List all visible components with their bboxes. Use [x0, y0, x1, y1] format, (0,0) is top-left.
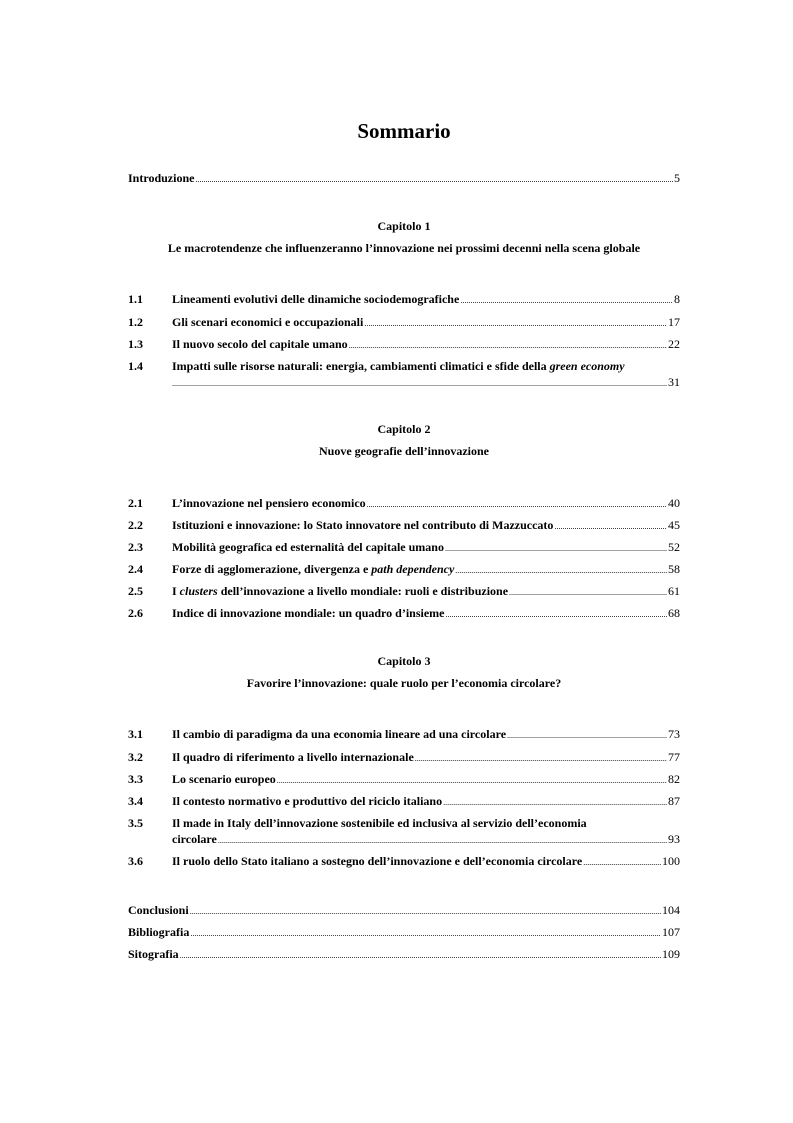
section-number: 1.2 — [128, 315, 143, 329]
entry-page: 40 — [668, 496, 680, 510]
entry-page: 73 — [668, 727, 680, 741]
dot-leader — [415, 751, 667, 767]
toc-entry[interactable] — [128, 583, 680, 601]
entry-title: Il quadro di riferimento a livello internazionale — [172, 750, 414, 764]
section-number: 1.1 — [128, 292, 143, 306]
section-number: 1.3 — [128, 337, 143, 351]
entry-page: 22 — [668, 337, 680, 351]
section-number: 2.3 — [128, 540, 143, 554]
entry-title: Bibliografia — [128, 925, 190, 939]
toc-entry[interactable] — [128, 314, 680, 332]
dot-leader — [460, 293, 673, 309]
section-number: 3.3 — [128, 772, 143, 786]
toc-entry[interactable] — [128, 605, 680, 623]
dot-leader — [180, 948, 661, 964]
section-number: 3.1 — [128, 727, 143, 741]
toc-entry-first-line[interactable] — [128, 358, 680, 374]
chapter-heading: Capitolo 3 — [377, 654, 431, 668]
chapter-heading: Capitolo 1 — [377, 219, 431, 233]
entry-title: Il nuovo secolo del capitale umano — [172, 337, 348, 351]
toc-entry-sitografia[interactable] — [128, 946, 680, 964]
toc-entry[interactable] — [128, 771, 680, 789]
entry-page: 52 — [668, 540, 680, 554]
entry-title: Lo scenario europeo — [172, 772, 276, 786]
entry-title: Gli scenari economici e occupazionali — [172, 315, 364, 329]
entry-title-continued: circolare — [172, 832, 217, 846]
entry-page: 77 — [668, 750, 680, 764]
toc-entry-conclusioni[interactable] — [128, 902, 680, 920]
section-number: 3.2 — [128, 750, 143, 764]
section-number: 1.4 — [128, 359, 143, 373]
entry-page: 8 — [674, 292, 680, 306]
entry-page: 109 — [662, 947, 680, 961]
entry-title: Il ruolo dello Stato italiano a sostegno dell’innovazione e dell’economia circolare — [172, 854, 583, 868]
entry-title: Sitografia — [128, 947, 179, 961]
entry-page: 87 — [668, 794, 680, 808]
dot-leader — [583, 855, 661, 871]
entry-title: Forze di agglomerazione, divergenza e path dependency — [172, 562, 455, 576]
dot-leader — [455, 563, 667, 579]
entry-title: Il contesto normativo e produttivo del riciclo italiano — [172, 794, 443, 808]
section-number: 2.1 — [128, 496, 143, 510]
dot-leader — [277, 773, 667, 789]
entry-page: 17 — [668, 315, 680, 329]
dot-leader — [190, 926, 661, 942]
chapter-subtitle: Favorire l’innovazione: quale ruolo per l’economia circolare? — [246, 676, 562, 690]
section-number: 3.4 — [128, 794, 143, 808]
toc-entry[interactable] — [128, 793, 680, 811]
entry-page: 61 — [668, 584, 680, 598]
toc-entry-second-line[interactable] — [172, 374, 680, 392]
section-number: 3.6 — [128, 854, 143, 868]
toc-entry[interactable] — [128, 726, 680, 744]
chapter-subtitle: Nuove geografie dell’innovazione — [319, 444, 489, 458]
entry-page: 31 — [668, 375, 680, 389]
chapter-heading: Capitolo 2 — [377, 422, 431, 436]
entry-page: 100 — [662, 854, 680, 868]
dot-leader — [554, 519, 667, 535]
section-number: 2.6 — [128, 606, 143, 620]
section-number: 2.5 — [128, 584, 143, 598]
dot-leader — [367, 497, 667, 513]
dot-leader — [364, 316, 667, 332]
entry-page: 45 — [668, 518, 680, 532]
dot-leader — [443, 795, 667, 811]
dot-leader — [172, 376, 667, 392]
toc-entry[interactable] — [128, 291, 680, 309]
dot-leader — [507, 728, 667, 744]
entry-title: L’innovazione nel pensiero economico — [172, 496, 366, 510]
toc-entry[interactable] — [128, 336, 680, 354]
section-number: 3.5 — [128, 816, 143, 830]
dot-leader — [509, 585, 667, 601]
chapter-subtitle: Le macrotendenze che influenzeranno l’innovazione nei prossimi decenni nella scena globale — [167, 241, 641, 255]
entry-title: Indice di innovazione mondiale: un quadro d’insieme — [172, 606, 445, 620]
toc-entry-second-line[interactable] — [172, 831, 680, 849]
entry-page: 104 — [662, 903, 680, 917]
section-number: 2.4 — [128, 562, 143, 576]
dot-leader — [349, 338, 667, 354]
dot-leader — [218, 833, 667, 849]
entry-page: 82 — [668, 772, 680, 786]
toc-entry-bibliografia[interactable] — [128, 924, 680, 942]
entry-title: I clusters dell’innovazione a livello mondiale: ruoli e distribuzione — [172, 584, 509, 598]
entry-title: Impatti sulle risorse naturali: energia, cambiamenti climatici e sfide della green economy — [172, 359, 625, 373]
entry-title: Istituzioni e innovazione: lo Stato innovatore nel contributo di Mazzuccato — [172, 518, 554, 532]
dot-leader — [195, 172, 673, 188]
entry-page: 58 — [668, 562, 680, 576]
entry-page: 93 — [668, 832, 680, 846]
toc-entry-first-line[interactable] — [128, 815, 680, 831]
entry-page: 5 — [674, 171, 680, 185]
entry-title: Introduzione — [128, 171, 195, 185]
toc-entry-introduzione[interactable] — [128, 170, 680, 188]
toc-entry[interactable] — [128, 749, 680, 767]
entry-title: Lineamenti evolutivi delle dinamiche sociodemografiche — [172, 292, 460, 306]
dot-leader — [446, 607, 668, 623]
entry-page: 68 — [668, 606, 680, 620]
toc-entry[interactable] — [128, 495, 680, 513]
entry-title: Conclusioni — [128, 903, 189, 917]
toc-entry[interactable] — [128, 853, 680, 871]
dot-leader — [190, 904, 661, 920]
entry-title: Il cambio di paradigma da una economia lineare ad una circolare — [172, 727, 507, 741]
entry-title: Mobilità geografica ed esternalità del capitale umano — [172, 540, 444, 554]
dot-leader — [445, 541, 667, 557]
toc-entry[interactable] — [128, 539, 680, 557]
entry-page: 107 — [662, 925, 680, 939]
toc-entry[interactable] — [128, 517, 680, 535]
toc-entry[interactable] — [128, 561, 680, 579]
entry-title: Il made in Italy dell’innovazione sostenibile ed inclusiva al servizio dell’economia — [172, 816, 587, 830]
page-title: Sommario — [357, 119, 451, 143]
section-number: 2.2 — [128, 518, 143, 532]
